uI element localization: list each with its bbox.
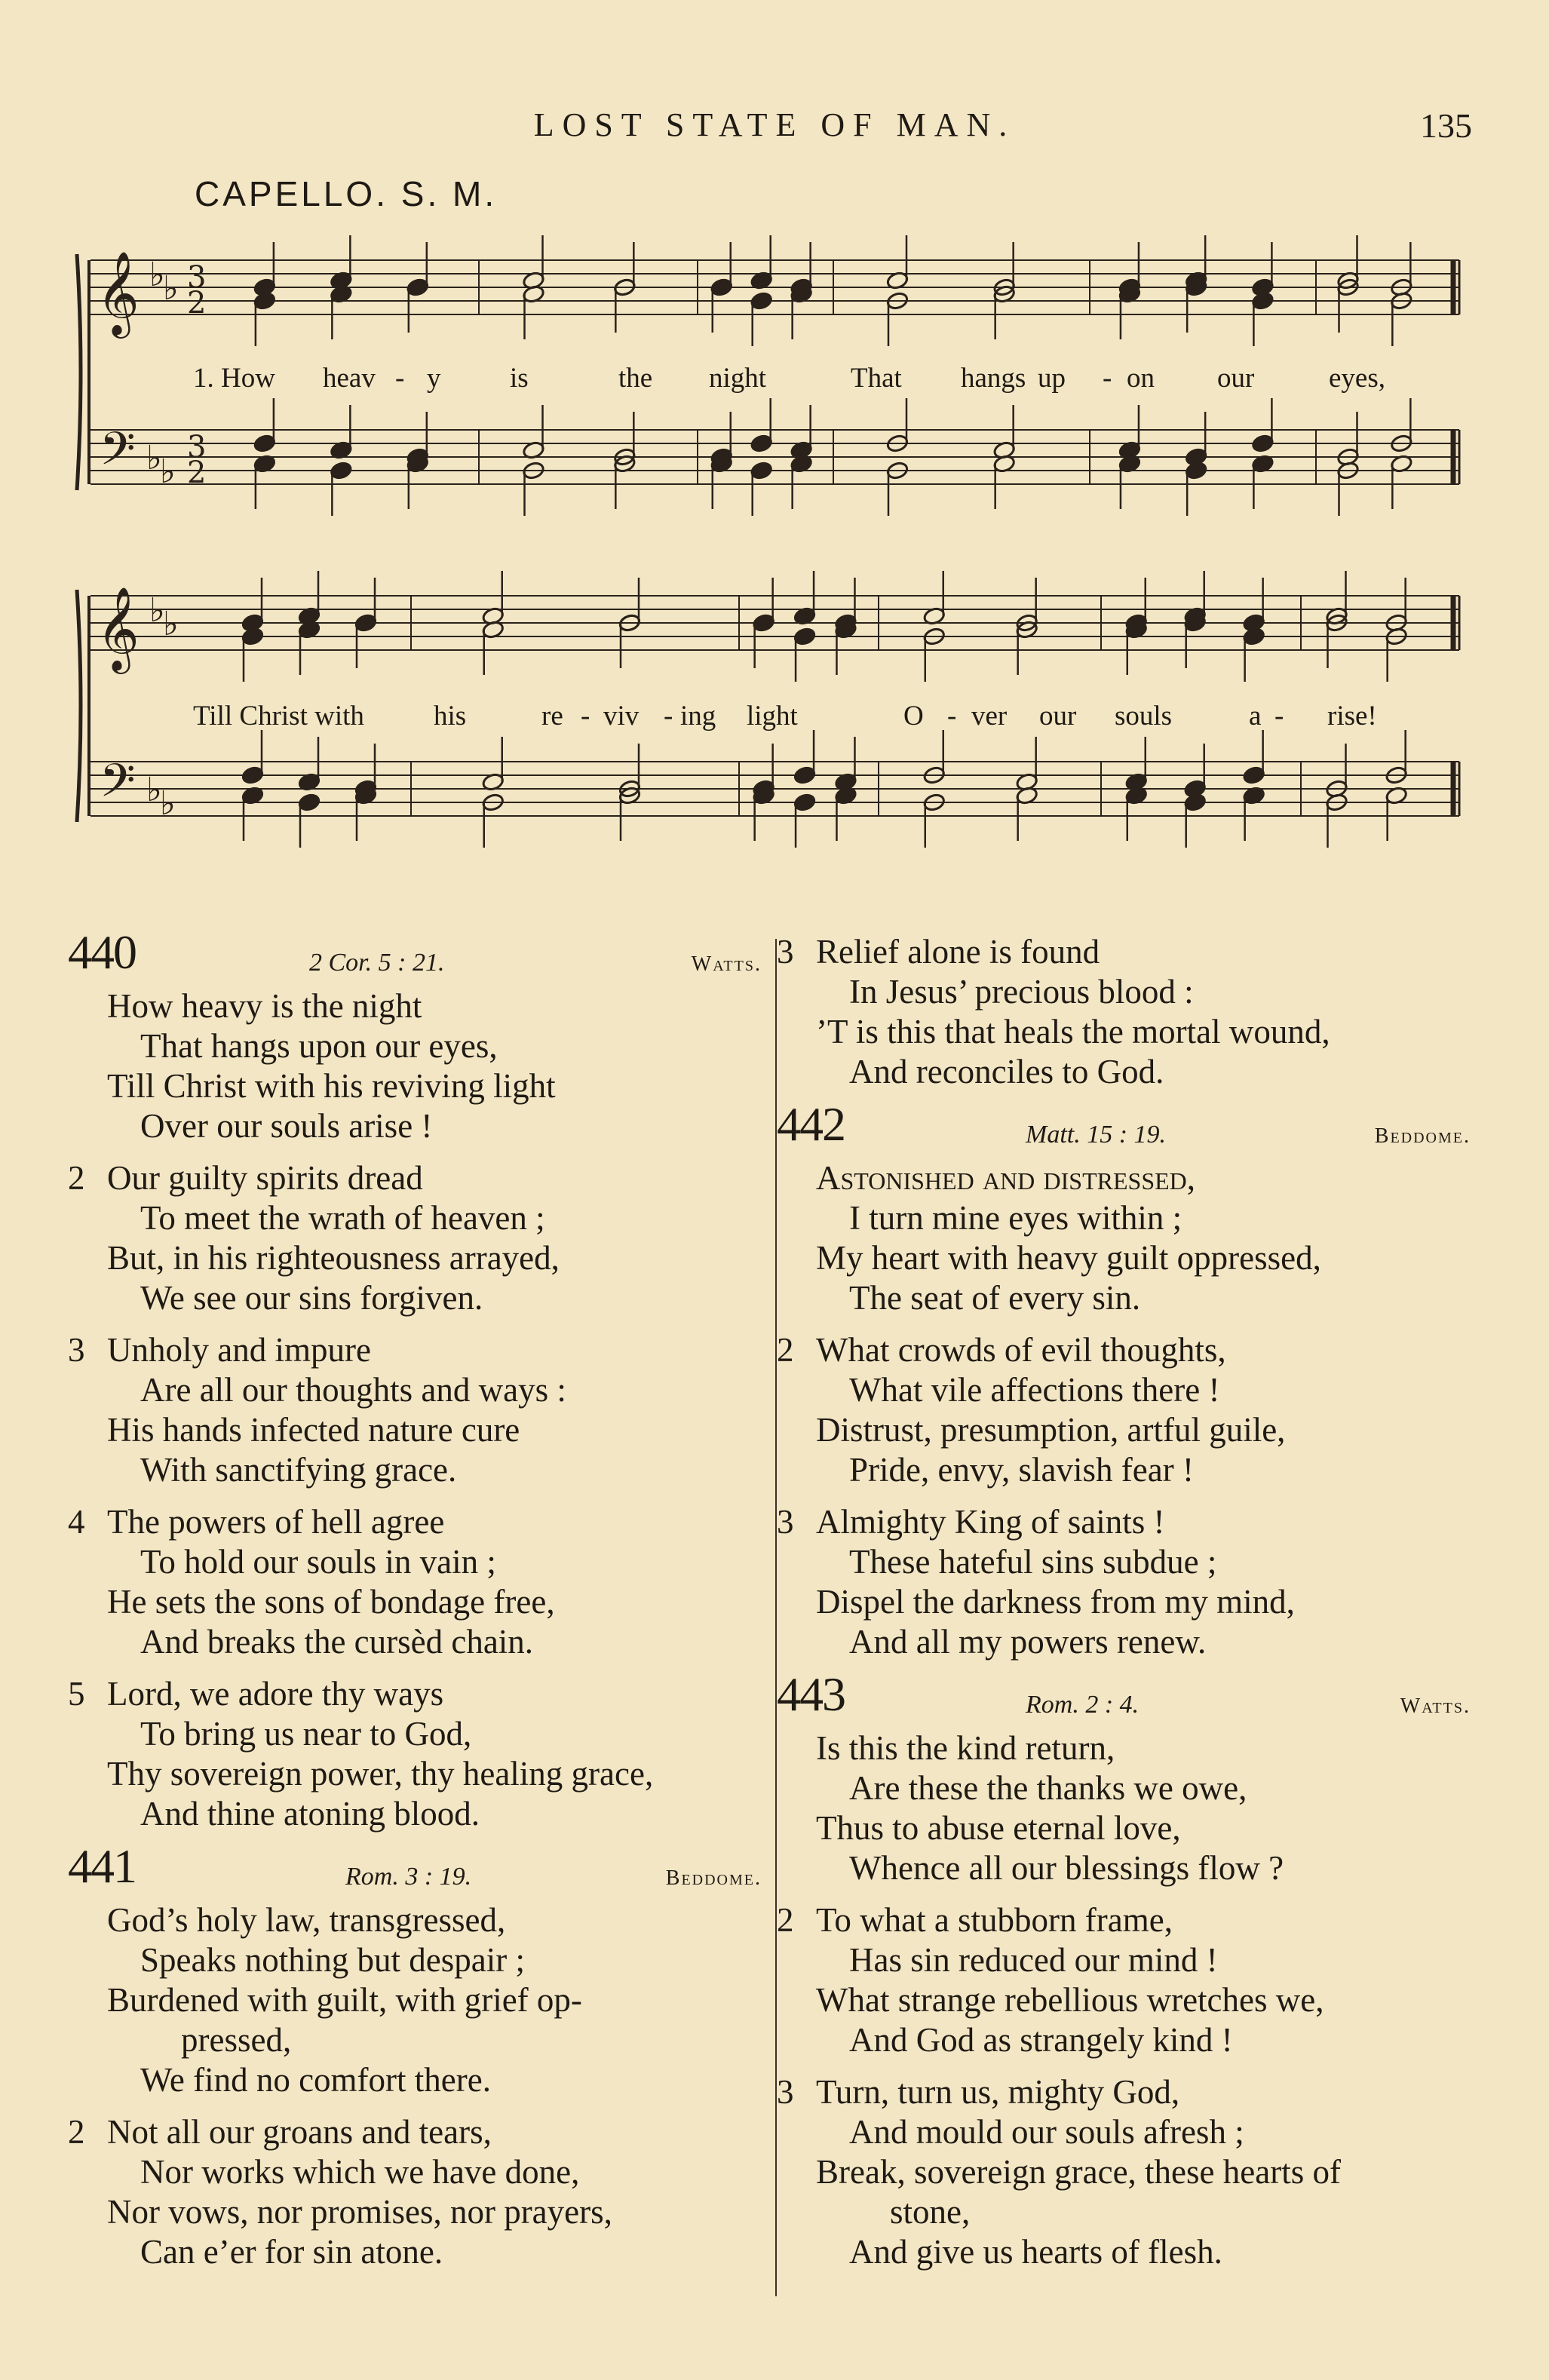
verse-line: Break, sovereign grace, these hearts of (816, 2153, 1341, 2191)
bass-note (793, 765, 817, 785)
treble-clef: 𝄞 (97, 250, 140, 335)
verse-line: Almighty King of saints ! (816, 1503, 1165, 1541)
flat-sign: ♭ (149, 591, 165, 630)
bass-note (1251, 434, 1274, 453)
verse-number: 3 (777, 2073, 794, 2111)
flat-sign: ♭ (160, 784, 176, 823)
verse-line: But, in his righteousness arrayed, (107, 1239, 560, 1277)
bass-note (241, 765, 265, 785)
system-brace (77, 590, 81, 822)
lyric-syllable: That (851, 363, 902, 394)
verse-line: To hold our souls in vain ; (140, 1543, 496, 1581)
running-title: LOST STATE OF MAN. (533, 106, 1016, 143)
verse-line: What strange rebellious wretches we, (816, 1981, 1324, 2019)
treble-note (406, 278, 430, 297)
verse-line: Nor vows, nor promises, nor prayers, (107, 2193, 612, 2231)
verse-2 (68, 1158, 762, 1318)
lyric-syllable: our (1039, 701, 1077, 731)
hymn-443-header (777, 1667, 1471, 1728)
verse-number: 3 (68, 1331, 85, 1369)
verse-line: stone, (890, 2193, 971, 2231)
verse-line: These hateful sins subdue ; (849, 1543, 1217, 1581)
flat-sign: ♭ (163, 269, 179, 308)
treble-note (752, 613, 775, 633)
hymn-442-header (777, 1097, 1471, 1158)
verse-number: 2 (68, 2113, 85, 2151)
lyric-syllable: - (581, 701, 590, 731)
verse-line: Relief alone is found (816, 933, 1100, 971)
scripture-reference: Rom. 2 : 4. (1026, 1691, 1140, 1719)
verse-line: Thy sovereign power, thy healing grace, (107, 1755, 654, 1793)
lyric-syllable: ver (971, 701, 1008, 731)
treble-note (253, 278, 277, 297)
hymn-author: Watts. (691, 952, 762, 976)
bass-clef: 𝄢 (100, 422, 136, 487)
lyric-syllable: night (709, 363, 767, 394)
lyric-syllable: - (395, 363, 405, 394)
lyric-syllable: up (1038, 363, 1066, 394)
verse-number: 2 (68, 1159, 85, 1197)
verse-2 (777, 1900, 1471, 2060)
verse-line: And God as strangely kind ! (849, 2021, 1233, 2059)
music-score (0, 0, 1549, 890)
verse-1 (68, 986, 762, 1146)
lyric-syllable: 1. How (193, 363, 275, 394)
verse-line: Astonished and distressed, (816, 1159, 1196, 1197)
bass-note (793, 793, 817, 812)
verse-line: Are these the thanks we owe, (849, 1769, 1247, 1807)
left-column (68, 925, 762, 2272)
verse-line: Our guilty spirits dread (107, 1159, 423, 1197)
bass-note (750, 434, 773, 453)
hymn-441-header (68, 1839, 762, 1900)
lyric-syllable: - (1274, 701, 1284, 731)
verse-line: Is this the kind return, (816, 1729, 1115, 1767)
lyric-syllable: light (747, 701, 798, 731)
scripture-reference: 2 Cor. 5 : 21. (309, 949, 445, 977)
verse-number: 3 (777, 1503, 794, 1541)
verse-number: 2 (777, 1901, 794, 1939)
hymn-author: Beddome. (1374, 1124, 1471, 1148)
bass-note (253, 434, 277, 453)
treble-note (750, 291, 773, 311)
treble-note (710, 278, 733, 297)
verse-line: To meet the wrath of heaven ; (140, 1199, 545, 1237)
verse-line: Lord, we adore thy ways (107, 1675, 444, 1713)
lyric-syllable: eyes, (1329, 363, 1385, 394)
lyric-syllable: heav (323, 363, 376, 394)
time-signature: 3 (187, 430, 207, 465)
verse-line: The powers of hell agree (107, 1503, 445, 1541)
bass-note (1242, 765, 1265, 785)
verse-line: And thine atoning blood. (140, 1795, 480, 1833)
hymn-number: 442 (777, 1097, 845, 1151)
verse-number: 3 (777, 933, 794, 971)
scripture-reference: Rom. 3 : 19. (345, 1863, 472, 1891)
verse-line: Distrust, presumption, artful guile, (816, 1411, 1286, 1449)
verse-line: He sets the sons of bondage free, (107, 1583, 555, 1621)
time-signature: 3 (187, 260, 207, 295)
verse-line: And breaks the cursèd chain. (140, 1623, 534, 1661)
treble-note (1251, 278, 1274, 297)
verse-line: Dispel the darkness from my mind, (816, 1583, 1295, 1621)
lyric-syllable: - (947, 701, 957, 731)
verse-line: I turn mine eyes within ; (849, 1199, 1182, 1237)
verse-line: Thus to abuse eternal love, (816, 1809, 1181, 1847)
lyric-syllable: souls (1115, 701, 1173, 731)
lyric-syllable: his (434, 701, 467, 731)
verse-line: God’s holy law, transgressed, (107, 1901, 506, 1939)
verse-line: What crowds of evil thoughts, (816, 1331, 1226, 1369)
verse-line: ’T is this that heals the mortal wound, (816, 1013, 1330, 1050)
verse-line: Nor works which we have done, (140, 2153, 580, 2191)
verse-line: Whence all our blessings flow ? (849, 1849, 1284, 1887)
verse-line: Not all our groans and tears, (107, 2113, 492, 2151)
lyric-syllable: viv (603, 701, 640, 731)
treble-note (1242, 613, 1265, 633)
hymn-440-header (68, 925, 762, 986)
flat-sign: ♭ (146, 771, 162, 809)
hymn-number: 443 (777, 1667, 845, 1721)
flat-sign: ♭ (163, 605, 179, 643)
verse-1 (777, 1158, 1471, 1318)
verse-3 (777, 2072, 1471, 2272)
tune-title: CAPELLO. S. M. (195, 174, 498, 213)
treble-note (354, 613, 378, 633)
verse-line: Has sin reduced our mind ! (849, 1941, 1218, 1979)
lyric-syllable: re (541, 701, 563, 731)
lyric-syllable: Till Christ with (193, 701, 364, 731)
verse-number: 2 (777, 1331, 794, 1369)
system-brace (77, 254, 81, 490)
lyric-syllable: on (1127, 363, 1155, 394)
bass-note (750, 461, 773, 480)
bass-note (1183, 793, 1207, 812)
flat-sign: ♭ (146, 439, 162, 477)
lyric-syllable: the (618, 363, 653, 394)
verse-1 (777, 1728, 1471, 1888)
verse-5 (68, 1674, 762, 1834)
lyric-syllable: - (664, 701, 673, 731)
verse-line: And give us hearts of flesh. (849, 2233, 1222, 2271)
verse-line: Can e’er for sin atone. (140, 2233, 443, 2271)
scripture-reference: Matt. 15 : 19. (1026, 1121, 1167, 1149)
verse-line: Unholy and impure (107, 1331, 371, 1369)
hymn-author: Beddome. (665, 1866, 762, 1890)
verse-line: Pride, envy, slavish fear ! (849, 1451, 1194, 1489)
verse-line: Burdened with guilt, with grief op- (107, 1981, 582, 2019)
verse-line: pressed, (181, 2021, 292, 2059)
verse-line: My heart with heavy guilt oppressed, (816, 1239, 1321, 1277)
verse-line: We see our sins forgiven. (140, 1279, 483, 1317)
lyric-syllable: a (1249, 701, 1262, 731)
lyric-syllable: ing (680, 701, 716, 731)
hymn-number: 441 (68, 1839, 136, 1893)
verse-line: Turn, turn us, mighty God, (816, 2073, 1180, 2111)
verse-number: 4 (68, 1503, 85, 1541)
verse-line: His hands infected nature cure (107, 1411, 520, 1449)
verse-line: What vile affections there ! (849, 1371, 1220, 1409)
time-signature: 2 (187, 286, 207, 321)
verse-4 (68, 1502, 762, 1662)
verse-line: And reconciles to God. (849, 1053, 1164, 1090)
hymn-author: Watts. (1400, 1695, 1471, 1718)
verse-line: To bring us near to God, (140, 1715, 472, 1753)
verse-line: How heavy is the night (107, 987, 422, 1025)
bass-note (330, 461, 353, 480)
page-number: 135 (1420, 106, 1472, 145)
verse-line: That hangs upon our eyes, (140, 1027, 498, 1065)
flat-sign: ♭ (160, 452, 176, 491)
verse-3 (68, 1330, 762, 1490)
bass-note (298, 793, 321, 812)
bass-note (1185, 461, 1208, 480)
verse-3 (777, 932, 1471, 1092)
verse-2 (777, 1330, 1471, 1490)
verse-line: And mould our souls afresh ; (849, 2113, 1244, 2151)
lyric-syllable: hangs (961, 363, 1026, 394)
verse-line: The seat of every sin. (849, 1279, 1141, 1317)
verse-line: And all my powers renew. (849, 1623, 1207, 1661)
verse-number: 5 (68, 1675, 85, 1713)
verse-line: To what a stubborn frame, (816, 1901, 1173, 1939)
verse-1 (68, 1900, 762, 2100)
lyric-syllable: is (510, 363, 529, 394)
flat-sign: ♭ (149, 256, 165, 294)
verse-line: With sanctifying grace. (140, 1451, 457, 1489)
lyric-syllable: our (1217, 363, 1255, 394)
verse-line: Are all our thoughts and ways : (140, 1371, 566, 1409)
verse-2 (68, 2112, 762, 2272)
verse-3 (777, 1502, 1471, 1662)
verse-line: Till Christ with his reviving light (107, 1067, 556, 1105)
hymn-number: 440 (68, 925, 136, 979)
bass-clef: 𝄢 (100, 754, 136, 819)
verse-line: In Jesus’ precious blood : (849, 973, 1194, 1011)
lyric-syllable: O (903, 701, 924, 731)
lyric-syllable: rise! (1327, 701, 1377, 731)
treble-note (241, 613, 265, 633)
time-signature: 2 (187, 455, 207, 490)
right-column (777, 932, 1471, 2272)
verse-line: Over our souls arise ! (140, 1107, 433, 1145)
verse-line: We find no comfort there. (140, 2061, 491, 2099)
lyric-syllable: - (1103, 363, 1112, 394)
treble-note (793, 627, 817, 646)
treble-clef: 𝄞 (97, 586, 140, 670)
lyric-syllable: y (427, 363, 441, 394)
verse-line: Speaks nothing but despair ; (140, 1941, 525, 1979)
